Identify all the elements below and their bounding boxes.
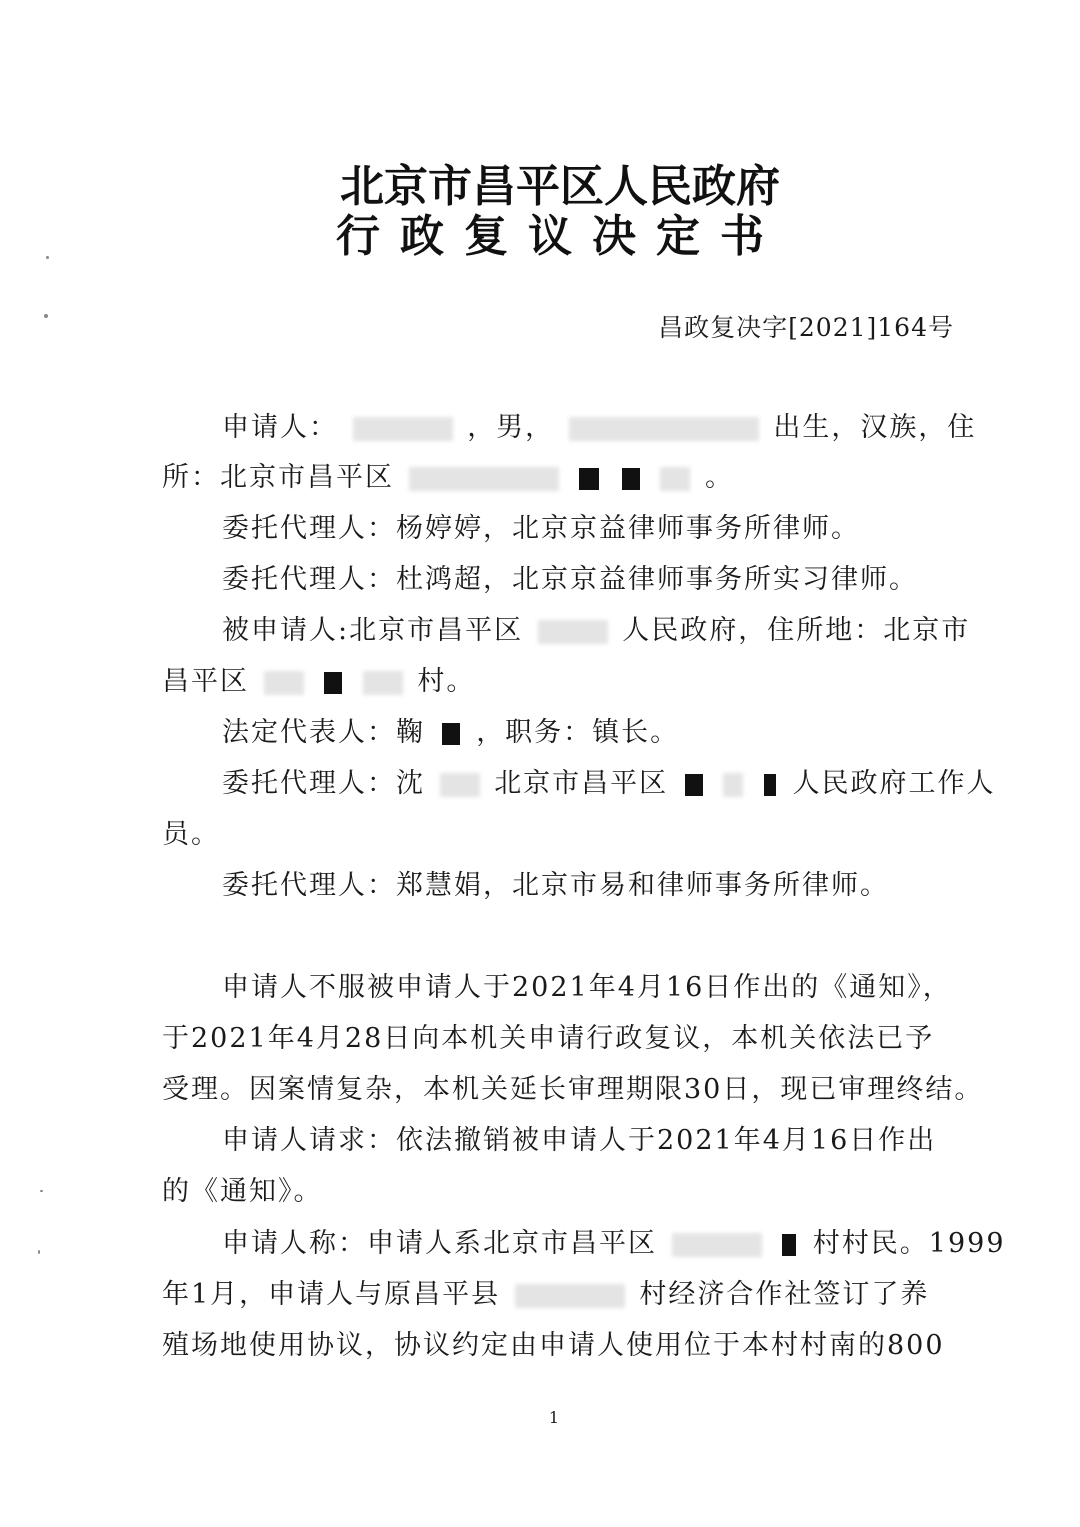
redaction-mark xyxy=(442,723,460,745)
redaction-mark xyxy=(363,671,403,695)
scan-speck xyxy=(46,256,49,259)
redaction-mark xyxy=(324,672,342,694)
redaction-mark xyxy=(660,467,690,491)
redaction-mark xyxy=(515,1284,625,1308)
agent-line-3 xyxy=(222,766,996,802)
redaction-mark xyxy=(440,773,480,797)
claim-agreement-cont: 村经济合作社签订了养 xyxy=(639,1279,930,1310)
document-title-line1: 北京市昌平区人民政府 xyxy=(340,161,780,212)
applicant-address-end: 。 xyxy=(704,462,734,493)
legal-representative-label: 法定代表人：鞠 xyxy=(222,717,425,748)
respondent-line xyxy=(222,613,970,649)
agent-line-2: 委托代理人：杜鸿超，北京京益律师事务所实习律师。 xyxy=(222,564,918,595)
agent-3-label: 委托代理人：沈 xyxy=(222,768,425,799)
redaction-mark xyxy=(685,774,703,796)
respondent-district: 昌平区 xyxy=(162,666,249,697)
respondent-address-line xyxy=(162,664,475,700)
redaction-mark xyxy=(579,468,599,490)
respondent-address: 人民政府，住所地：北京市 xyxy=(622,615,971,646)
body-line-3: 受理。因案情复杂，本机关延长审理期限30日，现已审理终结。 xyxy=(162,1074,984,1105)
scan-speck xyxy=(38,1250,40,1254)
redaction-mark xyxy=(569,417,759,441)
body-line-1: 申请人不服被申请人于2021年4月16日作出的《通知》， xyxy=(222,972,952,1003)
applicant-label: 申请人： xyxy=(222,412,338,443)
redaction-mark xyxy=(409,467,559,491)
legal-representative-line xyxy=(222,715,679,751)
respondent-label: 被申请人:北京市昌平区 xyxy=(222,615,524,646)
scan-speck xyxy=(40,1190,43,1192)
page-number: 1 xyxy=(548,1408,560,1427)
redaction-mark xyxy=(264,671,304,695)
body-line-5: 的《通知》。 xyxy=(162,1176,323,1207)
body-line-2: 于2021年4月28日向本机关申请行政复议，本机关依法已予 xyxy=(162,1023,935,1054)
redaction-mark xyxy=(622,468,640,490)
applicant-line xyxy=(222,410,976,446)
body-line-7 xyxy=(162,1277,929,1313)
agent-3-org: 北京市昌平区 xyxy=(494,768,669,799)
respondent-village: 村。 xyxy=(417,666,476,697)
agent-3-role: 人民政府工作人 xyxy=(792,768,996,799)
claim-villager: 村村民。1999 xyxy=(812,1228,1006,1259)
applicant-address-line xyxy=(162,460,734,496)
claim-agreement-start: 年1月，申请人与原昌平县 xyxy=(162,1279,501,1310)
applicant-address-label: 所：北京市昌平区 xyxy=(162,462,394,493)
body-line-4: 申请人请求：依法撤销被申请人于2021年4月16日作出 xyxy=(222,1125,937,1156)
redaction-mark xyxy=(672,1233,762,1257)
redaction-mark xyxy=(764,774,776,796)
scan-speck xyxy=(44,314,48,318)
applicant-gender: ，男， xyxy=(467,412,555,443)
legal-representative-title: ，职务：镇长。 xyxy=(476,717,680,748)
document-number: 昌政复决字[2021]164号 xyxy=(658,313,954,342)
body-line-8: 殖场地使用协议，协议约定由申请人使用位于本村村南的800 xyxy=(162,1330,945,1361)
applicant-birth-suffix: 出生，汉族，住 xyxy=(773,412,977,443)
agent-line-4: 委托代理人：郑慧娟，北京市易和律师事务所律师。 xyxy=(222,870,889,901)
claim-intro: 申请人称：申请人系北京市昌平区 xyxy=(222,1228,657,1259)
redaction-mark xyxy=(353,417,453,441)
agent-line-3-cont: 员。 xyxy=(162,819,220,850)
redaction-mark xyxy=(782,1234,796,1256)
body-line-6 xyxy=(222,1226,1006,1262)
agent-line-1: 委托代理人：杨婷婷，北京京益律师事务所律师。 xyxy=(222,513,860,544)
redaction-mark xyxy=(538,620,608,644)
redaction-mark xyxy=(723,773,743,797)
document-title-line2: 行政复议决定书 xyxy=(336,211,784,262)
